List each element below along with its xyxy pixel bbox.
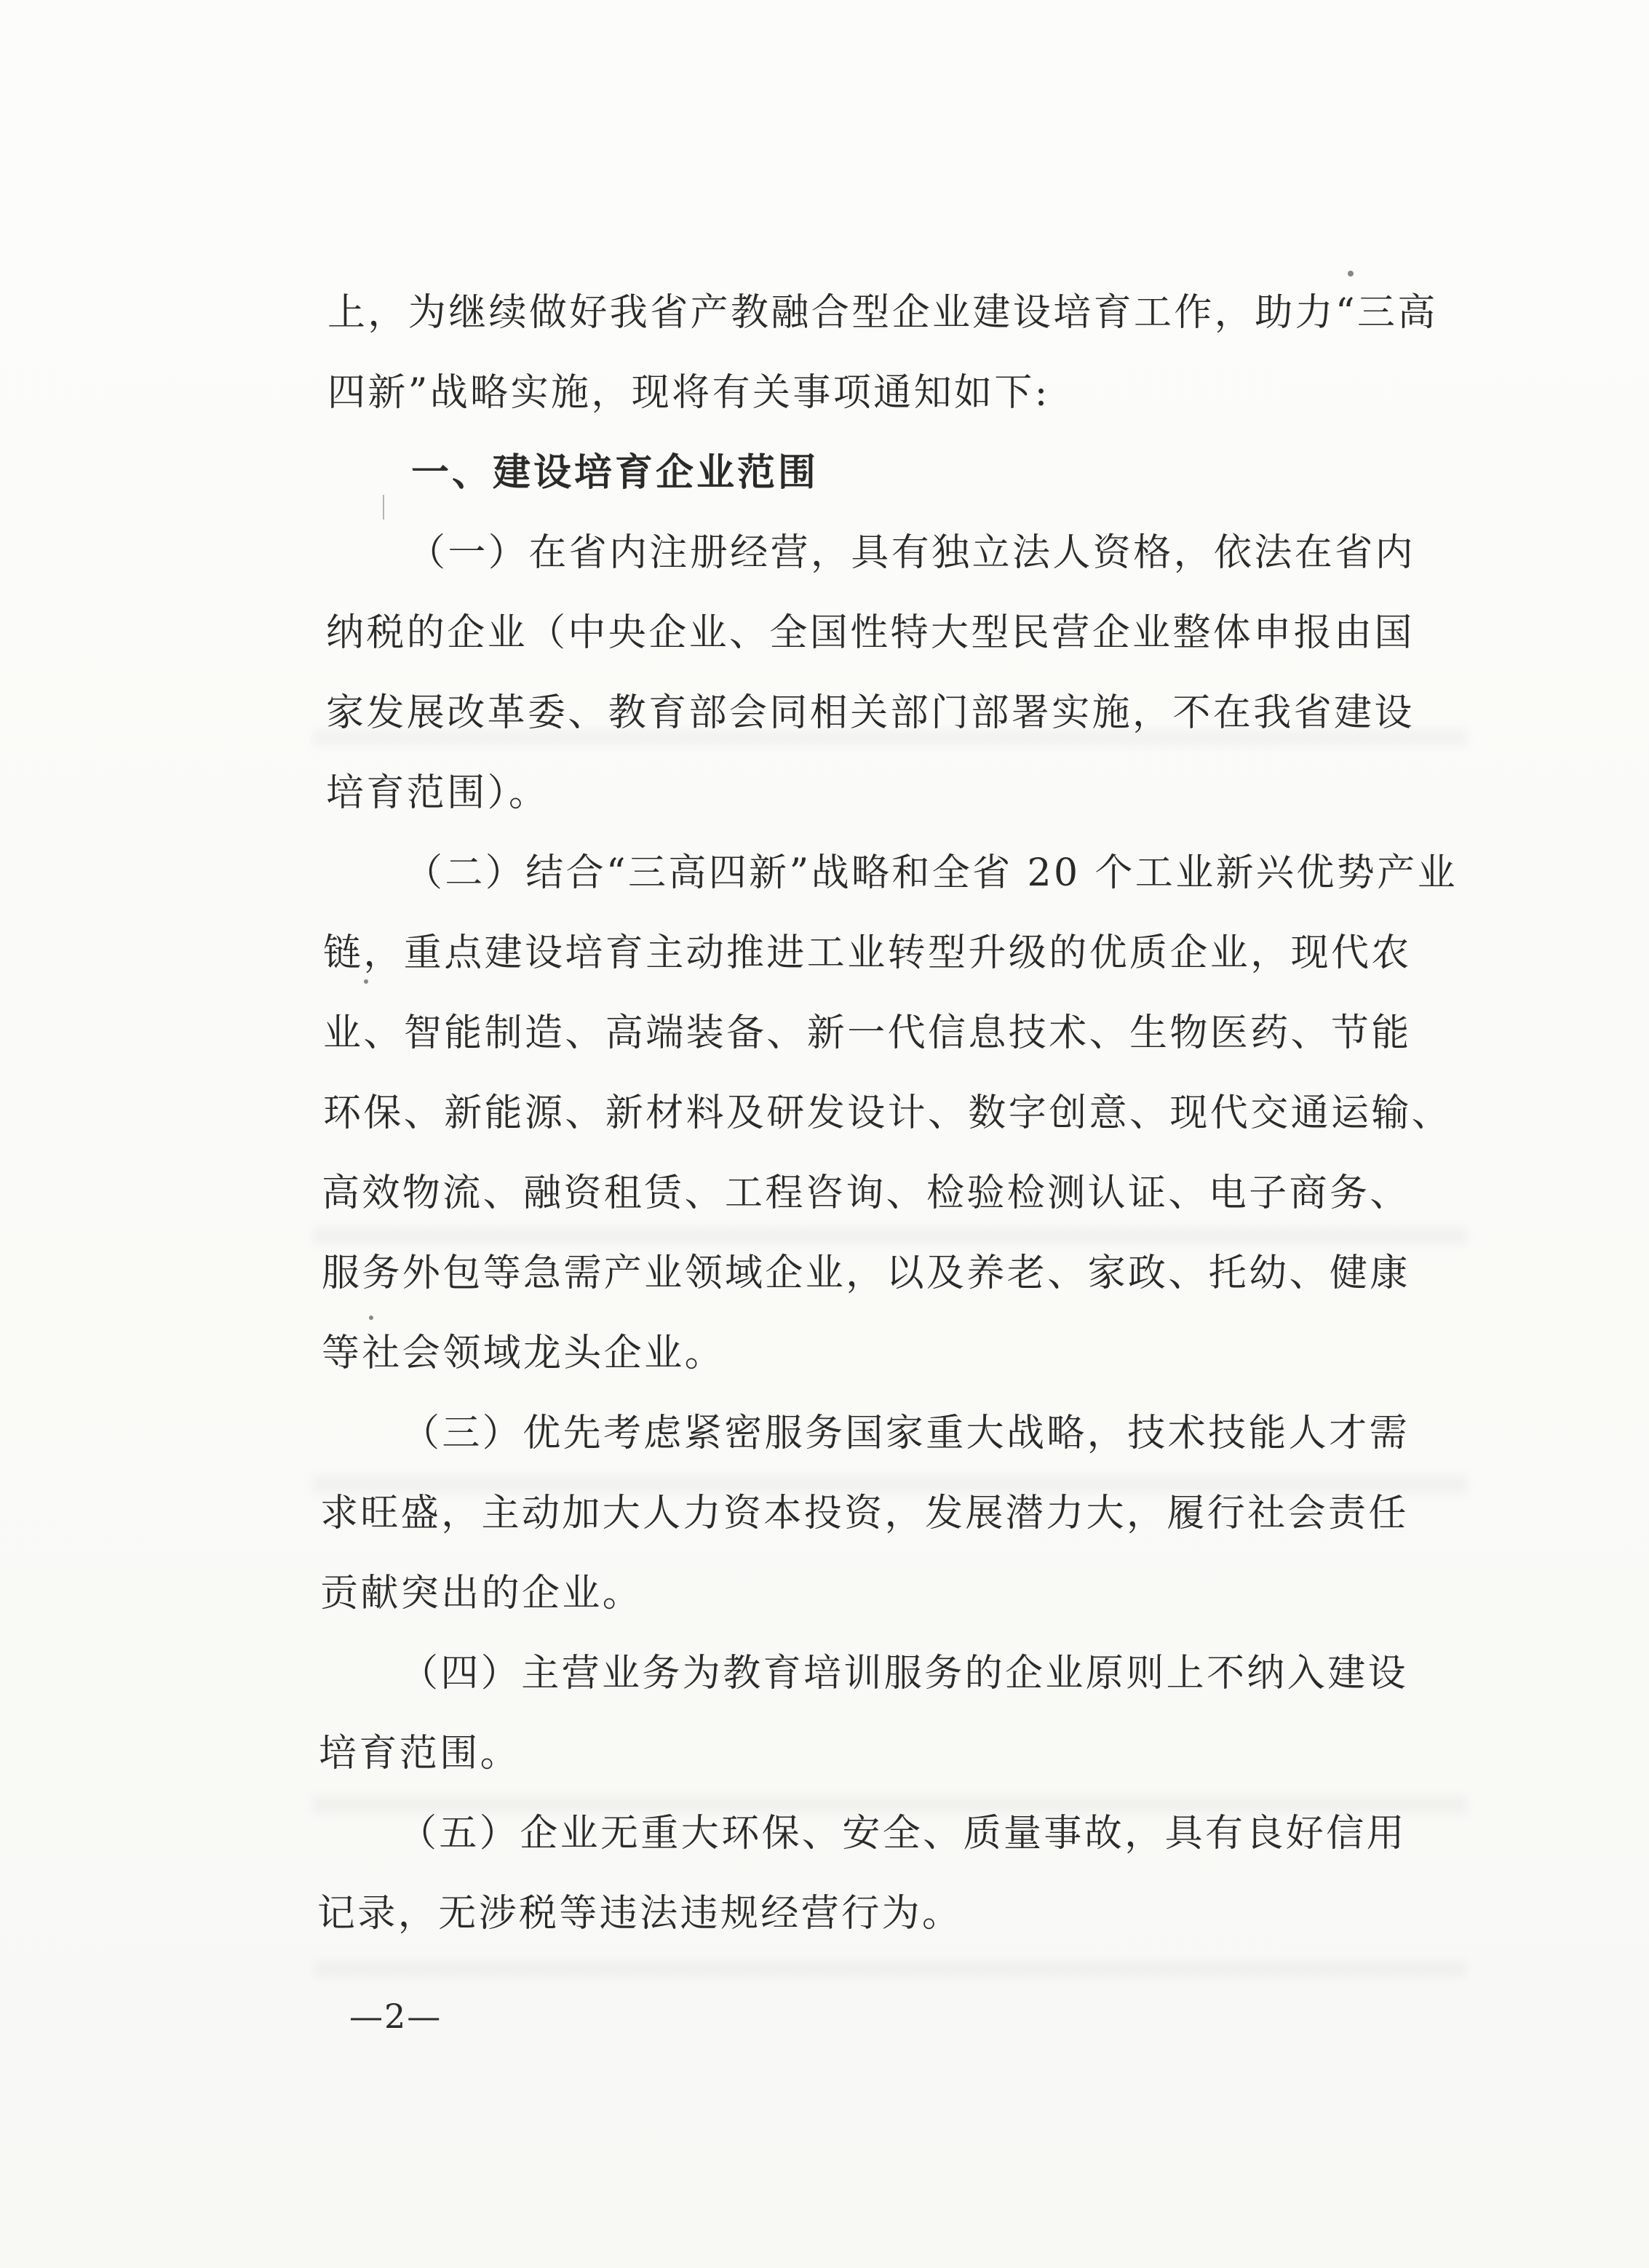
body-text-line: 四新”战略实施，现将有关事项通知如下: (327, 371, 1050, 415)
body-text-line: 家发展改革委、教育部会同相关部门部署实施，不在我省建设 (326, 691, 1415, 735)
body-text-line: （一）在省内注册经营，具有独立法人资格，依法在省内 (408, 531, 1416, 575)
body-text-line: 高效物流、融资租赁、工程咨询、检验检测认证、电子商务、 (322, 1171, 1410, 1215)
body-text-line: 环保、新能源、新材料及研发设计、数字创意、现代交通运输、 (323, 1091, 1453, 1135)
scan-bleed (313, 1227, 1467, 1244)
body-text-line: 等社会领域龙头企业。 (322, 1332, 726, 1375)
scan-dot (364, 979, 368, 984)
scan-mark (383, 495, 384, 520)
body-text-line: 链，重点建设培育主动推进工业转型升级的优质企业，现代农 (323, 931, 1412, 975)
scan-dot (369, 1316, 373, 1320)
body-text-line: 上，为继续做好我省产教融合型企业建设培育工作，助力“三高 (327, 291, 1438, 335)
section-heading: 一、建设培育企业范围 (411, 451, 819, 495)
body-text-line: （五）企业无重大环保、安全、质量事故，具有良好信用 (399, 1812, 1407, 1855)
scan-bleed (313, 1960, 1467, 1978)
body-text-line: 业、智能制造、高端装备、新一代信息技术、生物医药、节能 (323, 1011, 1412, 1055)
body-text-line: （四）主营业务为教育培训服务的企业原则上不纳入建设 (400, 1652, 1409, 1695)
body-text-line: 记录，无涉税等违法违规经营行为。 (317, 1892, 963, 1935)
scan-bleed (313, 1796, 1467, 1813)
body-text-line: （二）结合“三高四新”战略和全省 20 个工业新兴优势产业 (405, 851, 1458, 895)
body-text-line: 求旺盛，主动加大人力资本投资，发展潜力大，履行社会责任 (320, 1492, 1409, 1535)
body-text-line: 贡献突出的企业。 (320, 1572, 643, 1615)
scan-dot (1348, 271, 1354, 276)
body-text-line: 纳税的企业（中央企业、全国性特大型民营企业整体申报由国 (326, 611, 1415, 655)
body-text-line: 培育范围）。 (326, 771, 549, 815)
body-text-line: （三）优先考虑紧密服务国家重大战略，技术技能人才需 (402, 1412, 1410, 1455)
page-number: —2— (349, 1997, 442, 2036)
scan-bleed (313, 1476, 1467, 1493)
body-text-line: 服务外包等急需产业领域企业，以及养老、家政、托幼、健康 (322, 1252, 1410, 1295)
body-text-line: 培育范围。 (319, 1732, 521, 1775)
